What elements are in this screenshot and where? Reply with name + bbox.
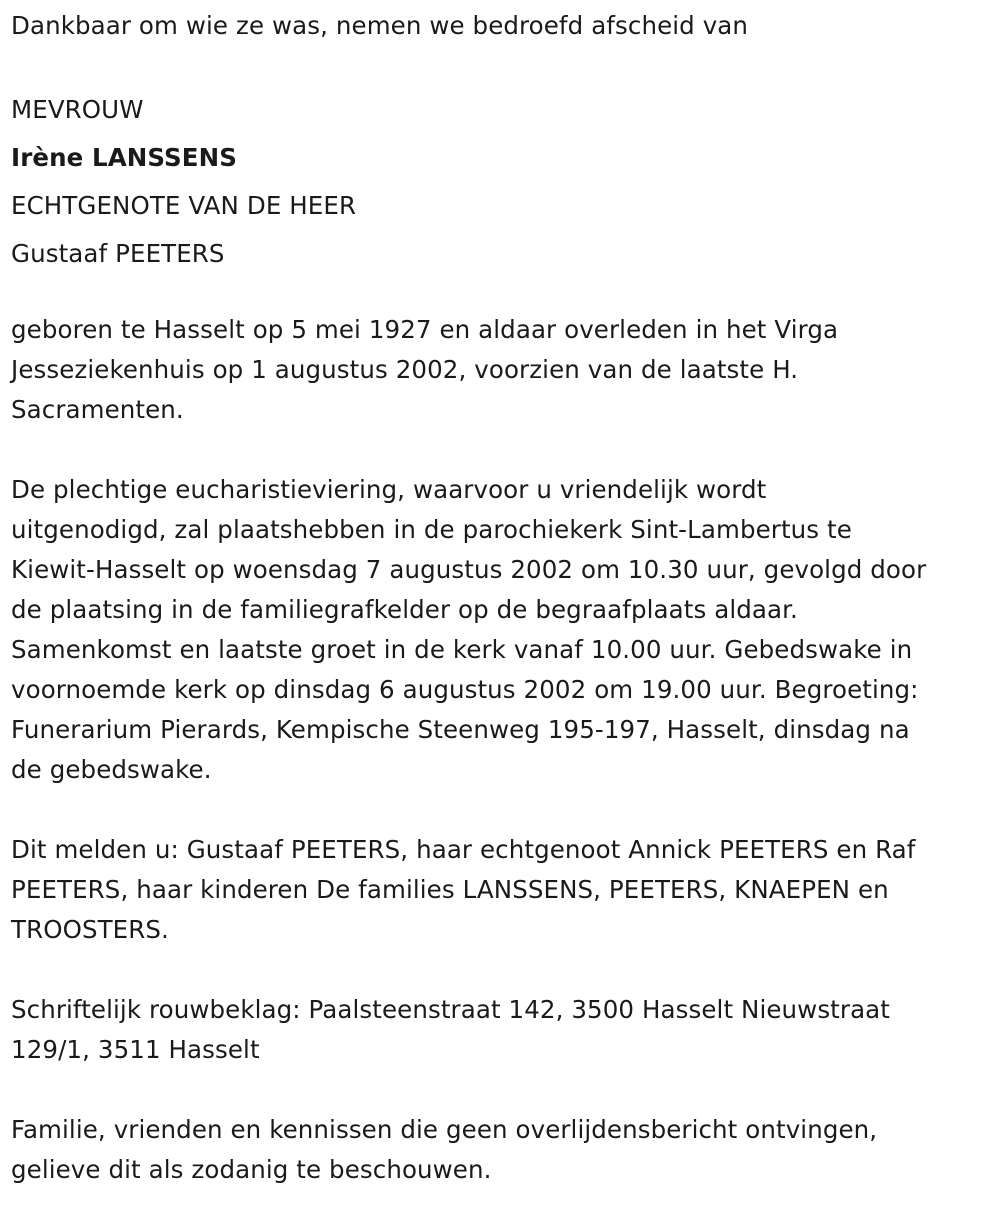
spouse-name: Gustaaf PEETERS (11, 239, 225, 268)
paragraph-line: Kiewit-Hasselt op woensdag 7 augustus 2002 om 10.30 uur, gevolgd door (11, 555, 927, 584)
title-prefix: MEVROUW (11, 95, 144, 124)
paragraph-line: Schriftelijk rouwbeklag: Paalsteenstraat 142, 3500 Hasselt Nieuwstraat (11, 995, 890, 1024)
paragraph-line: Dit melden u: Gustaaf PEETERS, haar echtgenoot Annick PEETERS en Raf (11, 835, 916, 864)
paragraph-line: Familie, vrienden en kennissen die geen overlijdensbericht ontvingen, (11, 1115, 878, 1144)
paragraph-line: 129/1, 3511 Hasselt (11, 1035, 260, 1064)
deceased-block (11, 86, 988, 278)
paragraph-line: TROOSTERS. (11, 915, 169, 944)
paragraph-line: voornoemde kerk op dinsdag 6 augustus 2002 om 19.00 uur. Begroeting: (11, 675, 919, 704)
spouse-prefix: ECHTGENOTE VAN DE HEER (11, 191, 357, 220)
paragraph-line: De plechtige eucharistieviering, waarvoor u vriendelijk wordt (11, 475, 767, 504)
intro-text: Dankbaar om wie ze was, nemen we bedroefd afscheid van (11, 11, 749, 40)
closing-paragraph (11, 1110, 988, 1190)
paragraph-line: geboren te Hasselt op 5 mei 1927 en aldaar overleden in het Virga (11, 315, 839, 344)
paragraph-line: gelieve dit als zodanig te beschouwen. (11, 1155, 492, 1184)
paragraph-line: de plaatsing in de familiegrafkelder op de begraafplaats aldaar. (11, 595, 798, 624)
birth-death-paragraph (11, 310, 988, 430)
paragraph-line: PEETERS, haar kinderen De families LANSSENS, PEETERS, KNAEPEN en (11, 875, 889, 904)
paragraph-line: Sacramenten. (11, 395, 184, 424)
condolences-paragraph (11, 990, 988, 1070)
paragraph-line: Jesseziekenhuis op 1 augustus 2002, voorzien van de laatste H. (11, 355, 799, 384)
paragraph-line: uitgenodigd, zal plaatshebben in de parochiekerk Sint-Lambertus te (11, 515, 852, 544)
deceased-name: Irène LANSSENS (11, 143, 237, 172)
announcers-paragraph (11, 830, 988, 950)
paragraph-line: de gebedswake. (11, 755, 212, 784)
paragraph-line: Samenkomst en laatste groet in de kerk vanaf 10.00 uur. Gebedswake in (11, 635, 913, 664)
ceremony-paragraph (11, 470, 988, 790)
paragraph-line: Funerarium Pierards, Kempische Steenweg 195-197, Hasselt, dinsdag na (11, 715, 910, 744)
